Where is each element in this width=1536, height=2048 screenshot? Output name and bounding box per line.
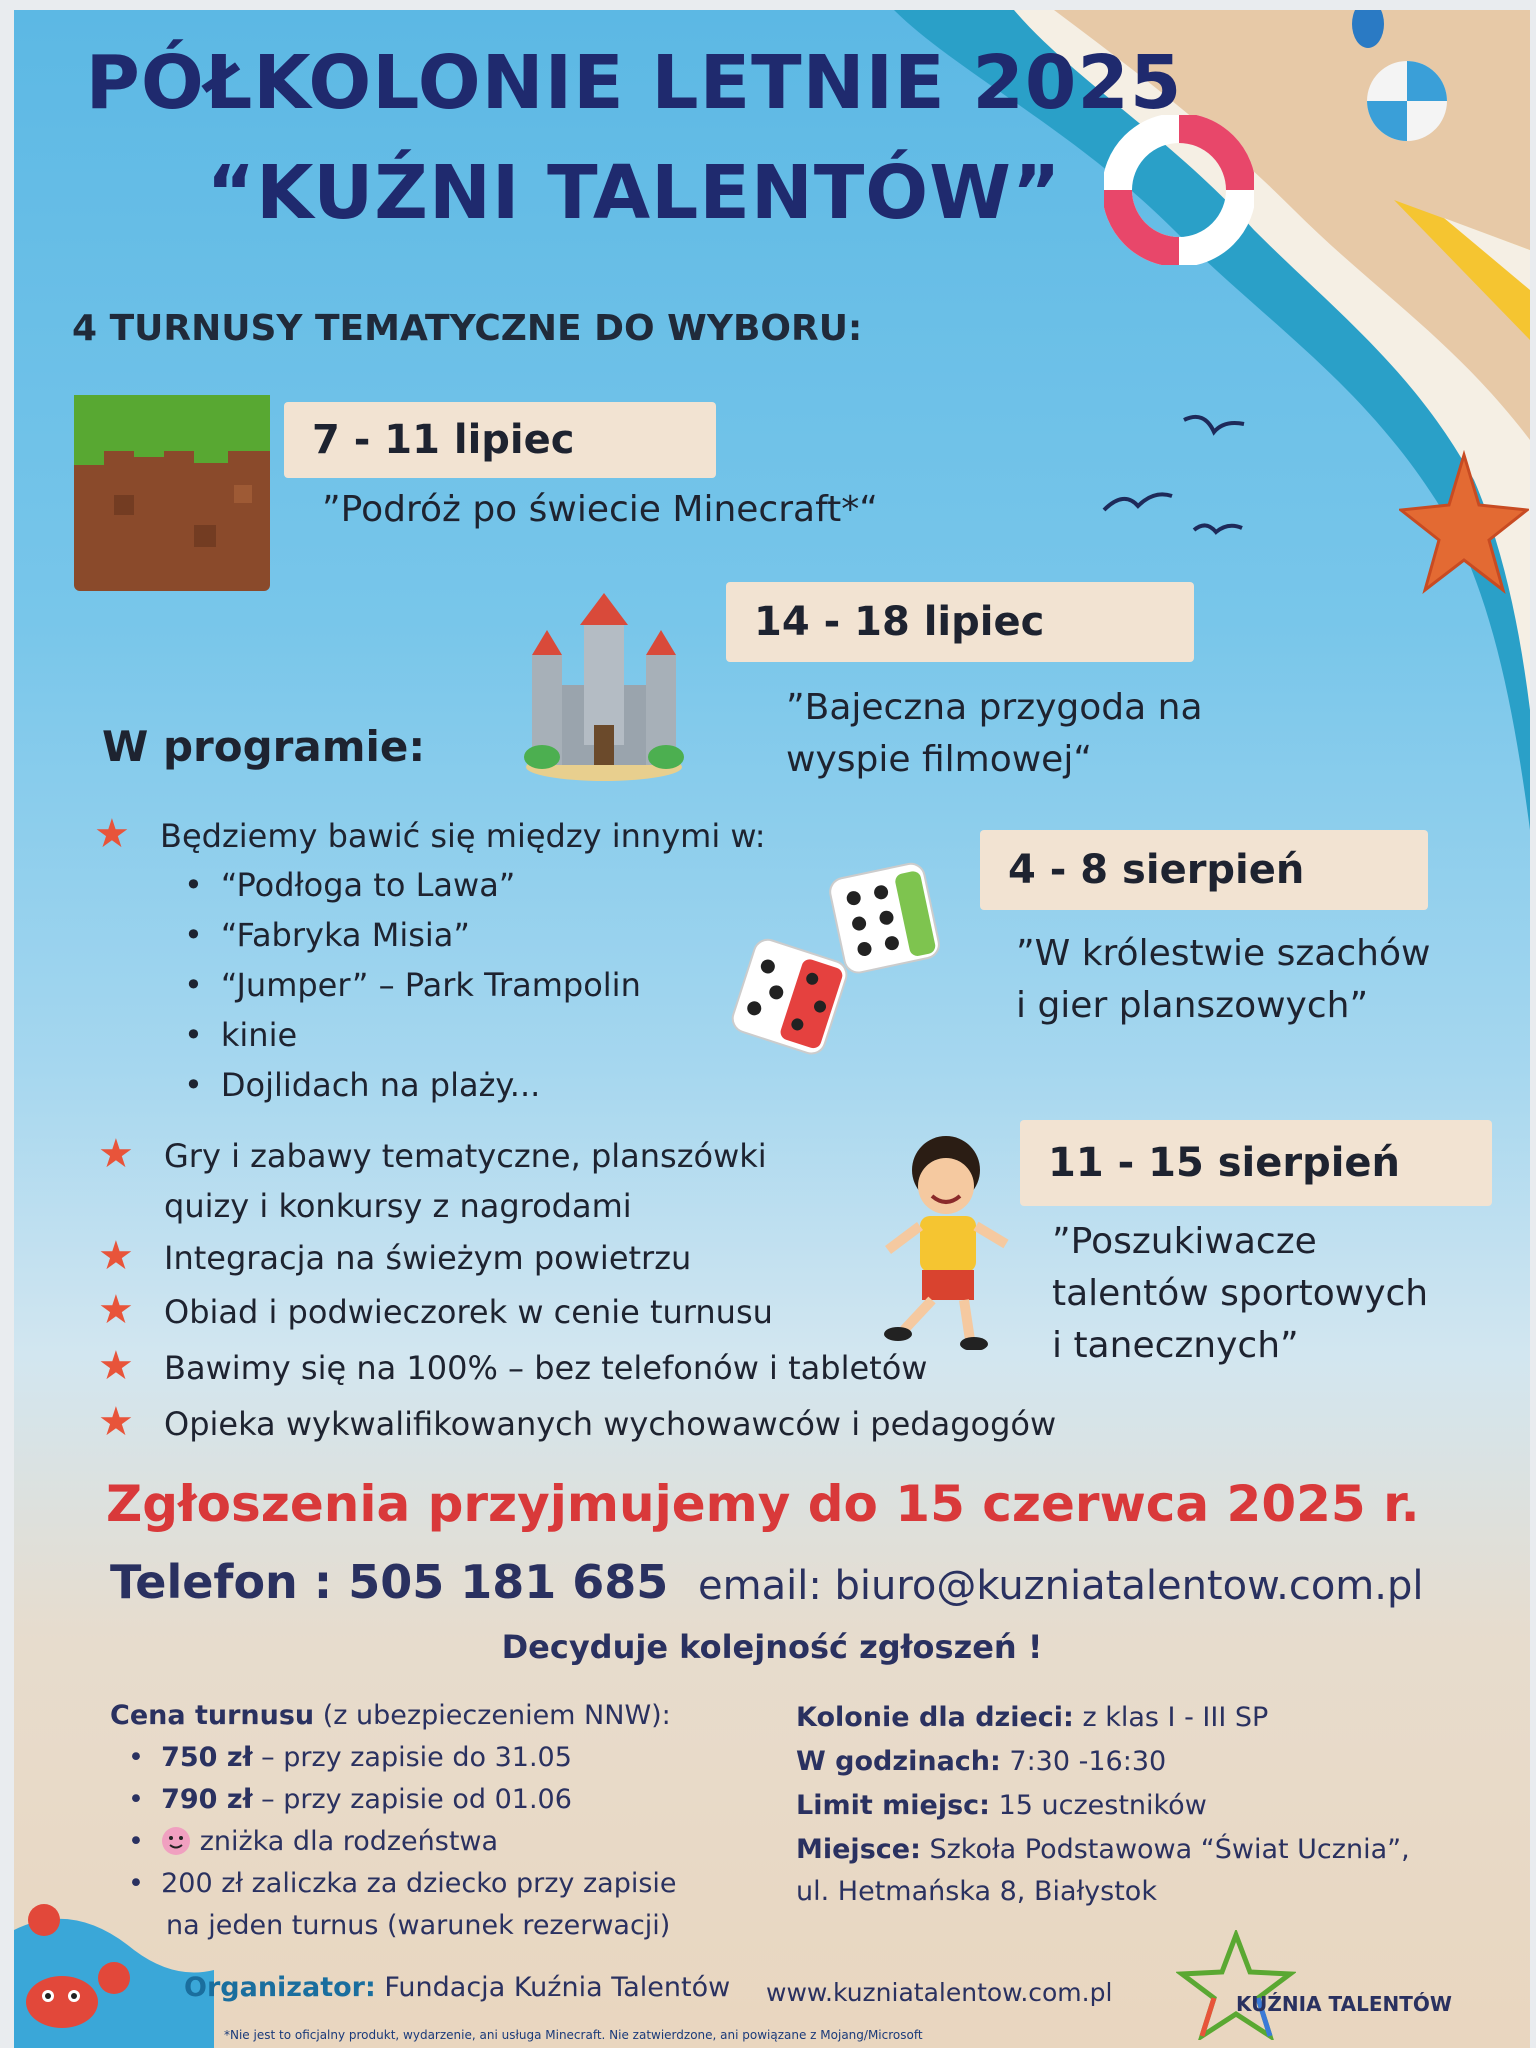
poster-title-line2: “KUŹNI TALENTÓW” bbox=[206, 150, 1062, 236]
logo-text: KUŹNIA TALENTÓW bbox=[1236, 1992, 1452, 2016]
star-icon: ★ bbox=[98, 1343, 134, 1389]
castle-icon bbox=[524, 585, 684, 785]
smiling-face-icon bbox=[161, 1826, 191, 1856]
turnus-1-theme: ”Podróż po świecie Minecraft*“ bbox=[322, 489, 878, 530]
activity-item: • “Podłoga to Lawa” bbox=[184, 866, 515, 904]
star-icon: ★ bbox=[98, 1233, 134, 1279]
flip-flop-icon bbox=[1344, 10, 1392, 50]
star-icon: ★ bbox=[98, 1399, 134, 1445]
program-point: Integracja na świeżym powietrzu bbox=[164, 1239, 692, 1277]
turnus-2-date: 14 - 18 lipiec bbox=[726, 582, 1194, 662]
poster-subtitle: 4 TURNUSY TEMATYCZNE DO WYBORU: bbox=[72, 308, 863, 349]
program-intro: Będziemy bawić się między innymi w: bbox=[160, 817, 766, 855]
turnus-3-theme-line2: i gier planszowych” bbox=[1016, 985, 1369, 1026]
phone-number: Telefon : 505 181 685 bbox=[110, 1555, 669, 1609]
info-row: Miejsce: Szkoła Podstawowa “Świat Ucznia”, bbox=[796, 1834, 1410, 1865]
email-address: email: biuro@kuzniatalentow.com.pl bbox=[698, 1563, 1424, 1609]
organizer: Organizator: Fundacja Kuźnia Talentów bbox=[184, 1972, 731, 2003]
turnus-4-date: 11 - 15 sierpień bbox=[1020, 1120, 1492, 1206]
program-point: Gry i zabawy tematyczne, planszówki bbox=[164, 1137, 767, 1175]
info-row: W godzinach: 7:30 -16:30 bbox=[796, 1746, 1167, 1777]
registration-deadline: Zgłoszenia przyjmujemy do 15 czerwca 2025 r. bbox=[106, 1475, 1420, 1533]
turnus-1-date: 7 - 11 lipiec bbox=[284, 402, 716, 478]
price-item: • 750 zł – przy zapisie do 31.05 bbox=[128, 1742, 572, 1773]
price-item: • 790 zł – przy zapisie od 01.06 bbox=[128, 1784, 572, 1815]
star-icon: ★ bbox=[94, 811, 130, 857]
website-link[interactable]: www.kuzniatalentow.com.pl bbox=[766, 1978, 1113, 2007]
address: ul. Hetmańska 8, Białystok bbox=[796, 1876, 1157, 1907]
price-heading: Cena turnusu (z ubezpieczeniem NNW): bbox=[110, 1700, 671, 1731]
info-row: Kolonie dla dzieci: z klas I - III SP bbox=[796, 1702, 1269, 1733]
activity-item: • Dojlidach na plaży... bbox=[184, 1066, 540, 1104]
star-icon: ★ bbox=[98, 1131, 134, 1177]
turnus-4-theme-line1: ”Poszukiwacze bbox=[1052, 1221, 1317, 1262]
program-point: Bawimy się na 100% – bez telefonów i tabletów bbox=[164, 1349, 928, 1387]
order-note: Decyduje kolejność zgłoszeń ! bbox=[501, 1628, 1043, 1666]
program-point: Opieka wykwalifikowanych wychowawców i pedagogów bbox=[164, 1405, 1057, 1443]
turnus-3-theme-line1: ”W królestwie szachów bbox=[1016, 933, 1431, 974]
dice-icon bbox=[724, 856, 954, 1056]
program-point: Obiad i podwieczorek w cenie turnusu bbox=[164, 1293, 773, 1331]
disclaimer: *Nie jest to oficjalny produkt, wydarzenie, ani usługa Minecraft. Nie zatwierdzone, ani powiązane z Mojang/Microsoft bbox=[224, 2028, 923, 2042]
program-point-continued: quizy i konkursy z nagrodami bbox=[164, 1187, 632, 1225]
turnus-4-theme-line3: i tanecznych” bbox=[1052, 1325, 1299, 1366]
kuznia-talentow-logo bbox=[1176, 1930, 1296, 2040]
poster bbox=[14, 10, 1530, 2048]
price-item: • zniżka dla rodzeństwa bbox=[128, 1826, 499, 1857]
price-deposit: • 200 zł zaliczka za dziecko przy zapisie bbox=[128, 1868, 677, 1899]
info-row: Limit miejsc: 15 uczestników bbox=[796, 1790, 1207, 1821]
poster-title-line1: PÓŁKOLONIE LETNIE 2025 bbox=[85, 40, 1183, 126]
dancing-kid-icon bbox=[874, 1130, 1024, 1350]
minecraft-block-icon bbox=[74, 395, 270, 591]
surfboard-icon bbox=[1384, 190, 1530, 350]
turnus-4-theme-line2: talentów sportowych bbox=[1052, 1273, 1429, 1314]
turnus-3-date: 4 - 8 sierpień bbox=[980, 830, 1428, 910]
price-deposit-continued: na jeden turnus (warunek rezerwacji) bbox=[166, 1910, 671, 1941]
beach-ball-icon bbox=[1364, 58, 1450, 144]
starfish-icon bbox=[1399, 450, 1529, 600]
crab-icon bbox=[14, 1890, 214, 2048]
activity-item: • “Jumper” – Park Trampolin bbox=[184, 966, 641, 1004]
activity-item: • “Fabryka Misia” bbox=[184, 916, 470, 954]
program-heading: W programie: bbox=[102, 722, 426, 771]
turnus-2-theme-line2: wyspie filmowej“ bbox=[786, 739, 1092, 780]
turnus-2-theme-line1: ”Bajeczna przygoda na bbox=[786, 687, 1203, 728]
star-icon: ★ bbox=[98, 1287, 134, 1333]
activity-item: • kinie bbox=[184, 1016, 297, 1054]
seagulls-icon bbox=[1094, 410, 1294, 550]
